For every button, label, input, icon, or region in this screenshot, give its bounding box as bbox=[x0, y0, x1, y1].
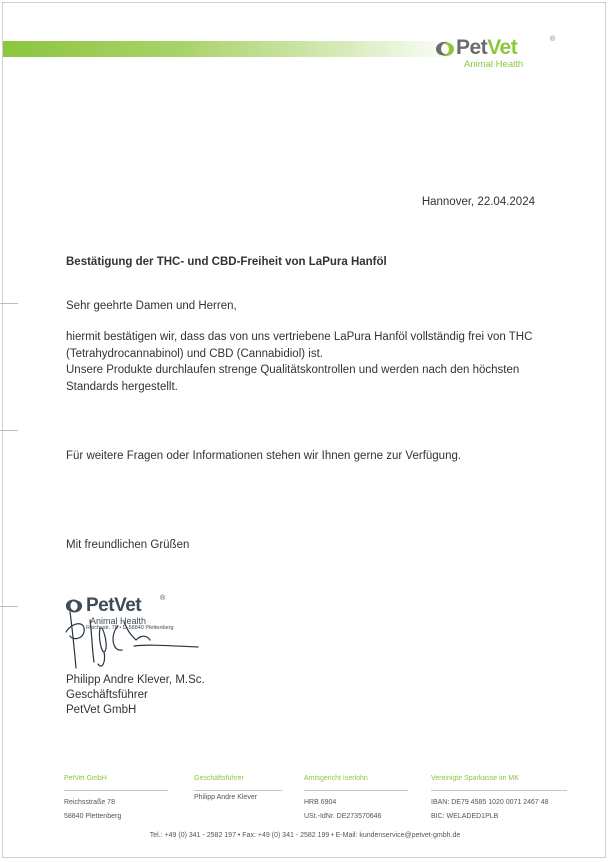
footer-divider bbox=[304, 790, 408, 791]
footer-line: BIC: WELADED1PLB bbox=[431, 813, 499, 820]
logo-registered-mark: ® bbox=[550, 36, 556, 43]
letter-closing: Mit freundlichen Grüßen bbox=[66, 539, 190, 551]
letter-salutation: Sehr geehrte Damen und Herren, bbox=[66, 300, 237, 312]
petvet-logo bbox=[434, 36, 564, 76]
signer-name: Philipp Andre Klever, M.Sc. bbox=[66, 674, 205, 686]
signer-role: Geschäftsführer bbox=[66, 689, 148, 701]
footer-line: Reichsstraße 78 bbox=[64, 799, 115, 806]
fold-mark bbox=[0, 606, 18, 607]
footer-line: USt.-IdNr. DE273570646 bbox=[304, 813, 382, 820]
fold-mark bbox=[0, 430, 18, 431]
footer-heading: Vereinigte Sparkasse im MK bbox=[431, 775, 519, 782]
header-gradient-bar bbox=[3, 41, 458, 57]
footer-line: Philipp Andre Klever bbox=[194, 794, 258, 801]
footer-divider bbox=[64, 790, 168, 791]
handwritten-signature bbox=[60, 606, 205, 676]
stamp-tagline: Animal Health bbox=[90, 616, 147, 626]
stamp-address: Reichsstr. 78 • D-58840 Plettenberg bbox=[86, 625, 174, 631]
footer-contact: Tel.: +49 (0) 341 - 2582 197 • Fax: +49 (0) 341 - 2582 199 • E-Mail: kundenservice@petvet-gmbh.de bbox=[149, 832, 461, 839]
body-line: Standards hergestellt. bbox=[66, 380, 178, 393]
letter-body bbox=[66, 329, 546, 395]
letter-page bbox=[2, 2, 606, 858]
footer-line: 58840 Plettenberg bbox=[64, 813, 122, 820]
footer-company bbox=[64, 772, 168, 824]
body-line: (Tetrahydrocannabinol) und CBD (Cannabidiol) ist. bbox=[66, 347, 323, 360]
stamp-wordmark: PetVet bbox=[86, 595, 142, 616]
footer-divider bbox=[431, 790, 567, 791]
footer-line: IBAN: DE79 4585 1020 0071 2467 48 bbox=[431, 799, 549, 806]
letter-questions: Für weitere Fragen oder Informationen stehen wir Ihnen gerne zur Verfügung. bbox=[66, 450, 462, 462]
signer-block bbox=[66, 673, 205, 718]
logo-tagline: Animal Health bbox=[464, 59, 524, 70]
stamp-registered-mark: ® bbox=[160, 595, 166, 602]
footer-management bbox=[194, 772, 282, 805]
footer-heading: Amtsgericht Iserlohn bbox=[304, 775, 368, 782]
signer-company: PetVet GmbH bbox=[66, 704, 137, 716]
letter-subject: Bestätigung der THC- und CBD-Freiheit von LaPura Hanföl bbox=[66, 256, 387, 268]
logo-wordmark: PetVet bbox=[456, 36, 518, 59]
footer-court bbox=[304, 772, 408, 824]
petvet-swirl-logo-icon bbox=[434, 39, 456, 59]
fold-mark bbox=[0, 303, 18, 304]
body-line: Unsere Produkte durchlaufen strenge Qualitätskontrollen und werden nach den höchsten bbox=[66, 364, 520, 376]
footer-heading: Geschäftsführer bbox=[194, 775, 244, 782]
footer-bank bbox=[431, 772, 567, 824]
body-line: hiermit bestätigen wir, dass das von uns vertriebene LaPura Hanföl vollständig frei von THC bbox=[66, 331, 533, 343]
letter-date: Hannover, 22.04.2024 bbox=[421, 196, 535, 208]
footer-line: HRB 6904 bbox=[304, 799, 337, 806]
footer-heading: PetVet GmbH bbox=[64, 775, 107, 782]
